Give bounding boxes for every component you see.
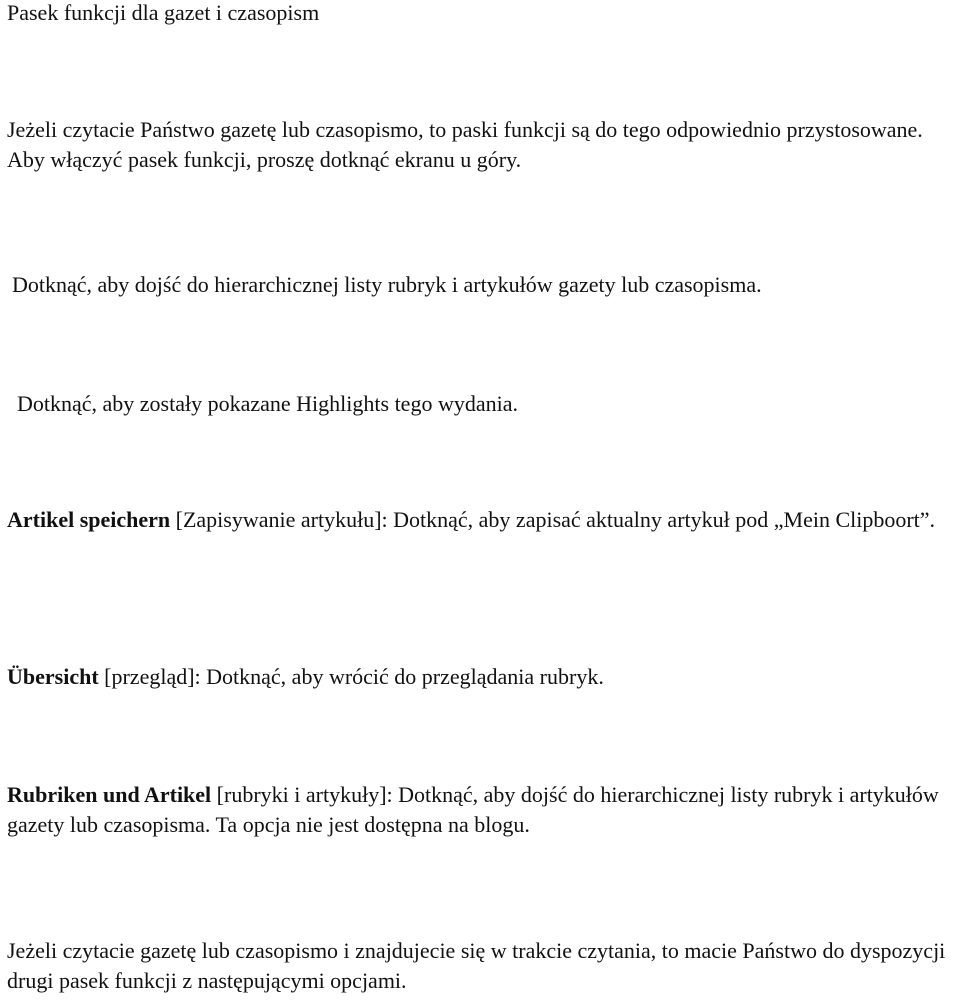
page-title: Pasek funkcji dla gazet i czasopism [7, 0, 320, 25]
sections-description [7, 780, 956, 840]
intro-paragraph: Jeżeli czytacie Państwo gazetę lub czasopismo, to paski funkcji są do tego odpowiednio przystosowane. Aby włączyć pasek funkcji, proszę dotknąć ekranu u góry. [7, 117, 923, 172]
outro-paragraph: Jeżeli czytacie gazetę lub czasopismo i znajdujecie się w trakcie czytania, to macie Państwo do dyspozycji drugi pasek funkcji z następującymi opcjami. [7, 938, 946, 993]
save-article-text: [Zapisywanie artykułu]: Dotknąć, aby zapisać aktualny artykuł pod „Mein Clipboort”. [170, 507, 936, 532]
overview-text: [przegląd]: Dotknąć, aby wrócić do przeglądania rubryk. [98, 664, 604, 689]
sections-term: Rubriken und Artikel [7, 782, 212, 807]
sections-text: [rubryki i artykuły]: Dotknąć, aby dojść do hierarchicznej listy rubryk i artykułów gazety lub czasopisma. Ta opcja nie jest dostępna na blogu. [7, 782, 939, 837]
overview-description [7, 662, 956, 692]
highlights-description: Dotknąć, aby zostały pokazane Highlights tego wydania. [17, 391, 518, 416]
hierarchy-description: Dotknąć, aby dojść do hierarchicznej listy rubryk i artykułów gazety lub czasopisma. [12, 272, 762, 297]
save-article-term: Artikel speichern [7, 507, 171, 532]
overview-term: Übersicht [7, 664, 99, 689]
save-article-description [7, 505, 956, 535]
